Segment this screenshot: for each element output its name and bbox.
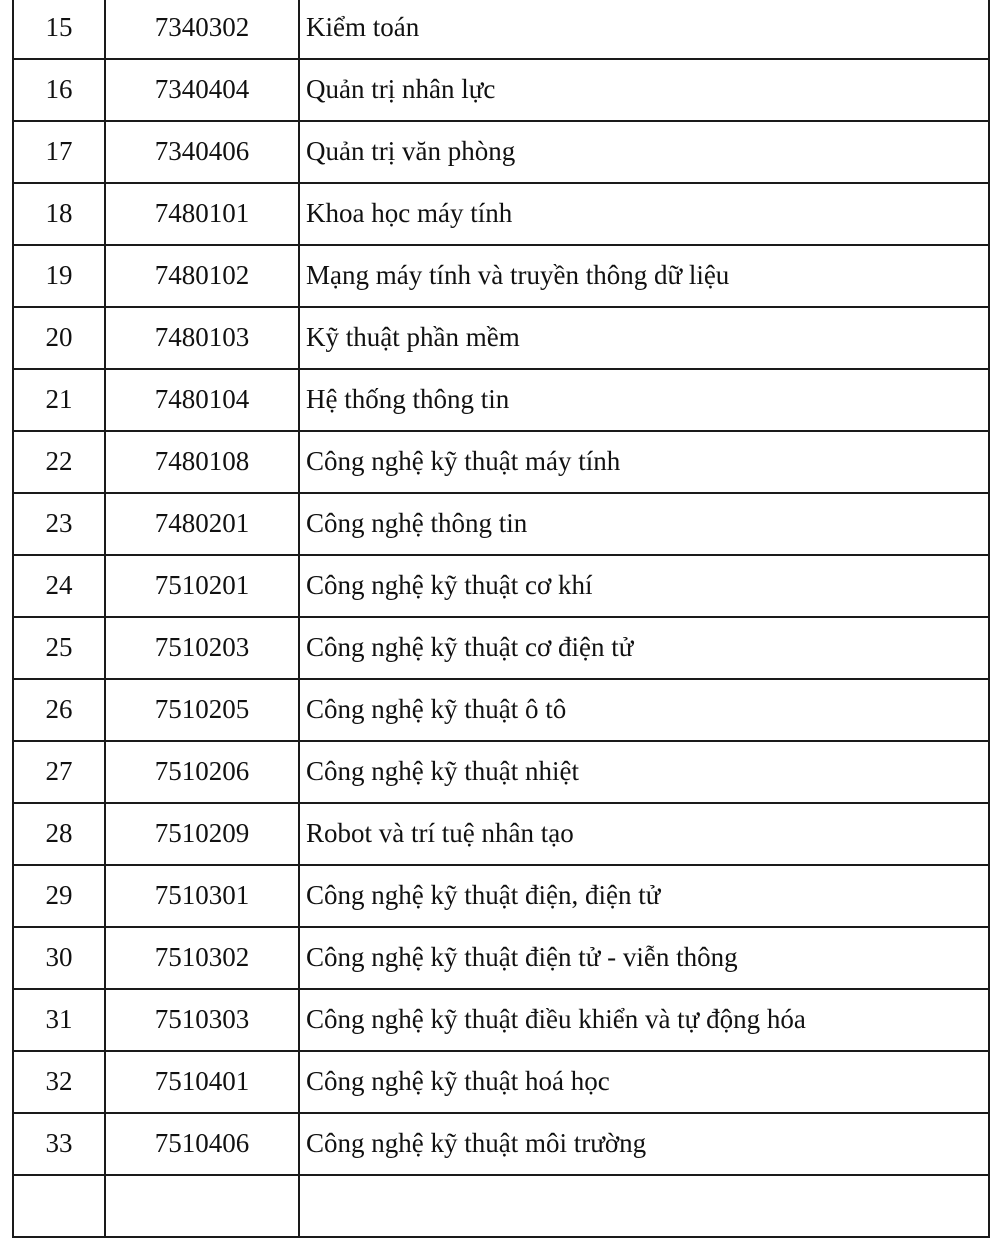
table-row <box>13 1051 989 1113</box>
program-name: Công nghệ thông tin <box>299 493 989 555</box>
program-name: Hệ thống thông tin <box>299 369 989 431</box>
program-code: 7480101 <box>105 183 299 245</box>
row-number <box>13 1175 105 1237</box>
program-code: 7510201 <box>105 555 299 617</box>
row-number: 23 <box>13 493 105 555</box>
program-name: Công nghệ kỹ thuật điện tử - viễn thông <box>299 927 989 989</box>
program-table-sheet <box>12 0 988 1238</box>
row-number: 30 <box>13 927 105 989</box>
program-code: 7510203 <box>105 617 299 679</box>
row-number: 24 <box>13 555 105 617</box>
table-row <box>13 741 989 803</box>
row-number: 19 <box>13 245 105 307</box>
row-number: 32 <box>13 1051 105 1113</box>
row-number: 17 <box>13 121 105 183</box>
program-code <box>105 1175 299 1237</box>
program-code: 7340302 <box>105 0 299 59</box>
row-number: 16 <box>13 59 105 121</box>
program-name: Kỹ thuật phần mềm <box>299 307 989 369</box>
table-row <box>13 927 989 989</box>
table-row <box>13 431 989 493</box>
row-number: 20 <box>13 307 105 369</box>
table-row <box>13 493 989 555</box>
program-name: Quản trị văn phòng <box>299 121 989 183</box>
table-row <box>13 0 989 59</box>
program-name: Mạng máy tính và truyền thông dữ liệu <box>299 245 989 307</box>
program-code: 7510302 <box>105 927 299 989</box>
program-code: 7510401 <box>105 1051 299 1113</box>
program-name: Công nghệ kỹ thuật điện, điện tử <box>299 865 989 927</box>
program-code: 7510406 <box>105 1113 299 1175</box>
program-name: Công nghệ kỹ thuật cơ khí <box>299 555 989 617</box>
row-number: 21 <box>13 369 105 431</box>
table-row <box>13 679 989 741</box>
program-code: 7510205 <box>105 679 299 741</box>
row-number: 28 <box>13 803 105 865</box>
program-code: 7480104 <box>105 369 299 431</box>
program-code: 7510303 <box>105 989 299 1051</box>
table-row <box>13 121 989 183</box>
table-row <box>13 1113 989 1175</box>
program-code: 7480103 <box>105 307 299 369</box>
row-number: 26 <box>13 679 105 741</box>
program-name: Khoa học máy tính <box>299 183 989 245</box>
row-number: 31 <box>13 989 105 1051</box>
table-row <box>13 245 989 307</box>
row-number: 29 <box>13 865 105 927</box>
row-number: 27 <box>13 741 105 803</box>
row-number: 15 <box>13 0 105 59</box>
program-table <box>12 0 990 1238</box>
program-code: 7480102 <box>105 245 299 307</box>
row-number: 22 <box>13 431 105 493</box>
program-name: Kiểm toán <box>299 0 989 59</box>
program-code: 7340406 <box>105 121 299 183</box>
program-code: 7340404 <box>105 59 299 121</box>
table-row <box>13 369 989 431</box>
program-table-body <box>13 0 989 1237</box>
program-name: Công nghệ kỹ thuật ô tô <box>299 679 989 741</box>
program-code: 7480108 <box>105 431 299 493</box>
table-row <box>13 59 989 121</box>
table-row <box>13 617 989 679</box>
program-name: Công nghệ kỹ thuật cơ điện tử <box>299 617 989 679</box>
table-row <box>13 555 989 617</box>
row-number: 33 <box>13 1113 105 1175</box>
program-name: Công nghệ kỹ thuật nhiệt <box>299 741 989 803</box>
program-code: 7510301 <box>105 865 299 927</box>
program-name: Quản trị nhân lực <box>299 59 989 121</box>
program-code: 7510209 <box>105 803 299 865</box>
table-row <box>13 865 989 927</box>
row-number: 18 <box>13 183 105 245</box>
table-row <box>13 307 989 369</box>
program-name: Robot và trí tuệ nhân tạo <box>299 803 989 865</box>
program-name <box>299 1175 989 1237</box>
program-code: 7480201 <box>105 493 299 555</box>
program-name: Công nghệ kỹ thuật hoá học <box>299 1051 989 1113</box>
table-row <box>13 183 989 245</box>
table-row <box>13 989 989 1051</box>
program-name: Công nghệ kỹ thuật điều khiển và tự động hóa <box>299 989 989 1051</box>
program-name: Công nghệ kỹ thuật máy tính <box>299 431 989 493</box>
row-number: 25 <box>13 617 105 679</box>
program-name: Công nghệ kỹ thuật môi trường <box>299 1113 989 1175</box>
table-row <box>13 803 989 865</box>
table-row <box>13 1175 989 1237</box>
program-code: 7510206 <box>105 741 299 803</box>
